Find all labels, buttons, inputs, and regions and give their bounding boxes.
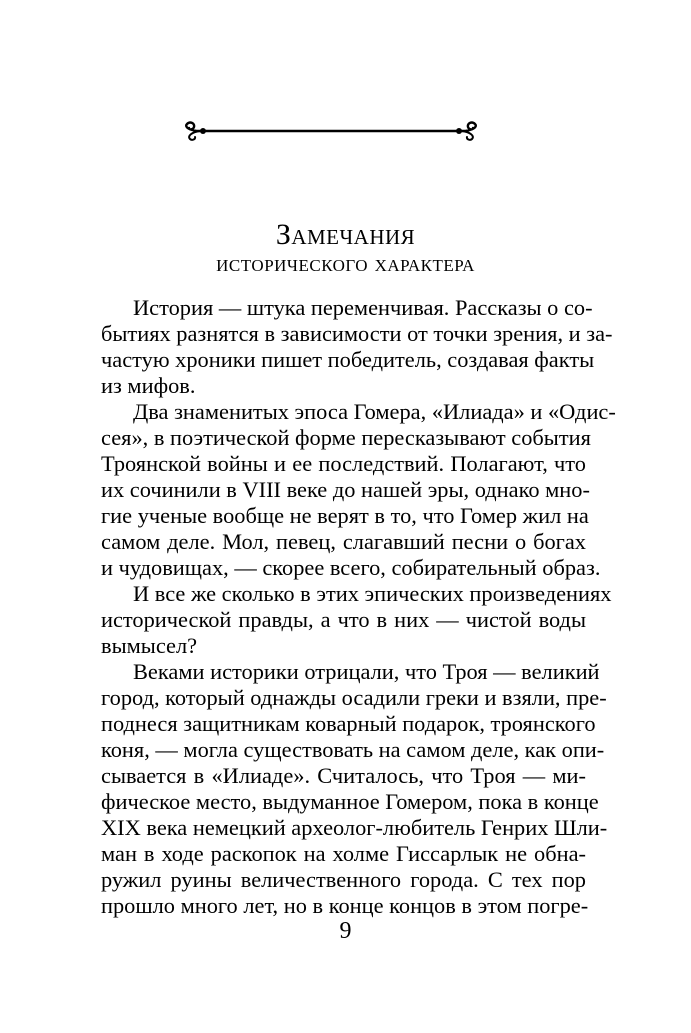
text-line: Троянской войны и ее последствий. Полагают, что <box>101 451 586 476</box>
text-line: История — штука переменчивая. Рассказы о со- <box>133 295 593 320</box>
text-line: сывается в «Илиаде». Считалось, что Троя — ми- <box>101 763 586 788</box>
text-line: коня, — могла существовать на самом деле, как опи- <box>101 737 605 762</box>
text-line: сея», в поэтической форме пересказывают события <box>101 425 591 450</box>
text-line: их сочинили в VIII веке до нашей эры, однако мно- <box>101 477 590 502</box>
text-line: город, который однажды осадили греки и взяли, пре- <box>101 685 607 710</box>
page-number: 9 <box>339 918 352 944</box>
text-line: ружил руины величественного города. С тех пор <box>101 867 586 892</box>
text-line: поднеся защитникам коварный подарок, троянского <box>101 711 596 736</box>
text-line: и чудовищах, — скорее всего, собирательный образ. <box>101 555 601 580</box>
text-line: бытиях разнятся в зависимости от точки зрения, и за- <box>101 321 613 346</box>
text-line: исторической правды, а что в них — чистой воды <box>101 607 586 632</box>
text-line: Веками историки отрицали, что Троя — великий <box>133 659 600 684</box>
section-title: Замечания <box>275 218 416 251</box>
text-line: самом деле. Мол, певец, слагавший песни о богах <box>101 529 586 554</box>
text-line: гие ученые вообще не верят в то, что Гомер жил на <box>101 503 589 528</box>
text-line: из мифов. <box>101 373 196 398</box>
text-line: Два знаменитых эпоса Гомера, «Илиада» и «Одис- <box>133 399 616 424</box>
section-subtitle: исторического характера <box>216 251 475 277</box>
text-line: частую хроники пишет победитель, создавая факты <box>101 347 595 372</box>
text-line: фическое место, выдуманное Гомером, пока в конце <box>101 789 599 814</box>
text-line: прошло много лет, но в конце концов в этом погре- <box>101 893 589 918</box>
text-line: вымысел? <box>101 633 198 658</box>
text-line: И все же сколько в этих эпических произведениях <box>133 581 612 606</box>
text-line: ман в ходе раскопок на холме Гиссарлык не обна- <box>101 841 586 866</box>
text-line: XIX века немецкий археолог-любитель Генрих Шли- <box>101 815 608 840</box>
ornament-divider-icon <box>178 121 484 143</box>
